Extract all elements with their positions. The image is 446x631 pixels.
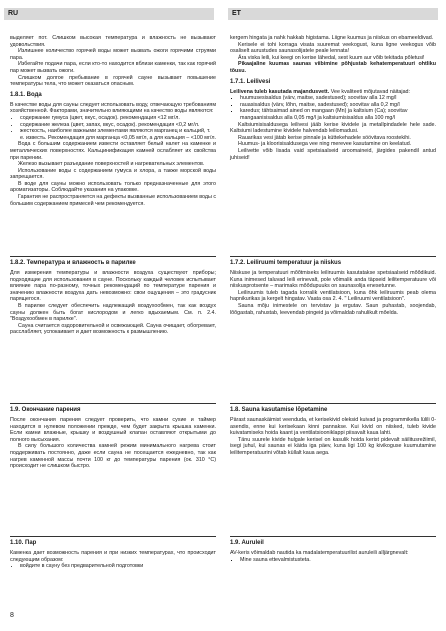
list-item: • войдите в сауну без предварительной подготовки bbox=[20, 563, 216, 570]
paragraph: Слишком долгое пребывание в горячей сауне вызывает повышение температуры тела, что может оказаться опасным. bbox=[10, 74, 216, 88]
paragraph: Leiliruumis tuleb tagada korralik ventilatsioon, kuna õhk leiliruumis peab olema hapnikurikas ja kergelt hingatav. Vaata osa 2. 4. " Leiliruumi ventilatsioon". bbox=[230, 289, 436, 303]
lead-text: Leilivena tuleb kasutada majandusvett. bbox=[230, 88, 330, 95]
et-section-172 bbox=[230, 256, 436, 316]
ru-column-top bbox=[10, 35, 216, 207]
warning-text: Pikaajaline kuumas saunas viibimine põhjustab kehatemperatuuri ohtliku tõusu. bbox=[230, 61, 436, 74]
paragraph: Вода с большим содержанием извести оставляет белый налет на каменке и металлических поверхностях. Кальцинификация камней ослабляет их свойства при парении. bbox=[10, 141, 216, 161]
page-number: 8 bbox=[10, 612, 14, 619]
paragraph: Железо вызывает разъедание поверхностей и нагревательных элементов. bbox=[18, 161, 205, 168]
bullet-list bbox=[10, 563, 216, 570]
language-tab-ru bbox=[4, 8, 214, 20]
paragraph: Каменка дает возможность парения и при низких температурах, что происходит следующим образом: bbox=[10, 550, 216, 563]
language-tab-et bbox=[228, 8, 438, 20]
section-heading: 1.9. Окончание парения bbox=[10, 407, 81, 413]
bullet-list bbox=[10, 115, 216, 141]
section-heading: 1.10. Пар bbox=[10, 540, 37, 546]
list-item: ▪ karedus; tähtsaimad ained on mangaan (Mn) ja kaltsium (Ca); soovitav mangaanisisaldus alla 0,05 mg/l ja kaltsiumisisaldus alla 100 mg/l bbox=[240, 108, 436, 121]
paragraph: Rauarikas vesi jätab kerise pinnale ja küttekehadele söövitava roostekihi. bbox=[238, 134, 411, 141]
et-section-18 bbox=[230, 403, 436, 457]
language-label-ru: RU bbox=[8, 10, 19, 17]
section-heading: 1.8. Sauna kasutamise lõpetamine bbox=[230, 407, 328, 413]
paragraph: Sauna mõju inimestele on tervistav ja ergutav. Saun puhastab, soojendab, lõõgastab, rahustab, leevendab pingeid ja võimaldab rahulikult mõelda. bbox=[230, 302, 436, 316]
paragraph: Излишнее количество горячей воды может вызвать ожоги горячими струями пара. bbox=[10, 48, 216, 61]
paragraph: Leilivette võib lisada vaid spetsiaalseid aroomaineid, järgides pakendil antud juhiseid! bbox=[230, 147, 436, 161]
list-item: • жесткость, наиболее важными элементами являются марганец и кальций, т. е. известь. Рекомендация для марганца <0,05 мг/л, а для кальция – <100 мг/л. bbox=[20, 128, 216, 141]
bullet-list bbox=[230, 557, 436, 564]
paragraph: Сауна считается оздоровительной и освежающей. Сауна очищает, обогревает, расслабляет, успокаивает и дает возможность к размышлению. bbox=[10, 322, 216, 336]
paragraph: В силу большого количества камней режим минимального нагрева стоит поддерживать постоянно, даже если сауна не посещается ежедневно, так как нагрев каменной массы почти 100 кг до температуры парения (ок. 310 °C) происходит не слишком быстро. bbox=[10, 443, 216, 470]
paragraph: Vee kvaliteeti mõjutavad näitajad: bbox=[330, 88, 411, 95]
paragraph: В качестве воды для сауны следует использовать воду, отвечающую требованиям хозяйственной. Факторами, значительно влияющими на качество воды являются: bbox=[10, 101, 216, 115]
bullet-list bbox=[230, 95, 436, 121]
list-item: ▪ huumusesisaldus (värv, maitse, sadestused); soovitav alla 12 mg/l bbox=[240, 95, 436, 102]
paragraph: Kerisele ei tohi korraga visata suuremat veekogust, kuna ligne veekogus võib osaliselt aurustudes saunasolijatele peale lennata! bbox=[230, 41, 436, 55]
paragraph: В воде для сауны можно использовать только предназначенные для этого ароматизаторы. Соблюдайте указания на упаковке. bbox=[10, 180, 216, 194]
language-label-et: ET bbox=[232, 10, 241, 17]
paragraph: После окончания парения следует проверить, что камни сухие и таймер находится в нулевом положении прежде, чем будет закрыта крышка каменки. Если камни влажные, крышку и воздушный клапан оставляют открытыми до полного высыхания. bbox=[10, 417, 216, 443]
paragraph: Избегайте подачи пара, если кто-то находится вблизи каменки, так как горячий пар может вызвать ожоги. bbox=[10, 61, 216, 74]
paragraph: Kaltsiumisisaldusega leilivesi jääb kerise kividele ja metallpindadele hele sade. Kaltsiumi ladestumine kividele halvendab leiliomadusi. bbox=[230, 121, 436, 135]
paragraph: Гарантия не распространяется на дефекты вызванные использованием воды с большим содержанием примесей чем рекомендуется. bbox=[10, 194, 216, 207]
section-heading: 1.8.2. Температура и влажность в парилке bbox=[10, 260, 136, 266]
paragraph: выделяет пот. Слишком высокая температура и влажность не вызывают удовольствия. bbox=[10, 35, 216, 48]
ru-section-19 bbox=[10, 403, 216, 470]
paragraph: kergem hingata ja nahk hakkab higistama. Liigne kuumus ja niiskus on ebameeldivad. bbox=[230, 35, 434, 41]
section-heading: 1.9. Auruleil bbox=[230, 540, 264, 546]
section-heading: 1.7.1. Leilivesi bbox=[230, 78, 271, 85]
paragraph: Huumus- ja kloorisisaldusega vee ning merevee kasutamine on keelatud. bbox=[238, 141, 412, 148]
ru-section-110 bbox=[10, 536, 216, 570]
list-item: ▪ rauasisaldus (värv, lõhn, maitse, sadestused); soovitav alla 0,2 mg/l bbox=[240, 102, 436, 109]
section-heading: 1.7.2. Leiliruumi temperatuur ja niiskus bbox=[230, 260, 342, 266]
list-item: ▪ Mine sauna ettevalmistusteta. bbox=[240, 557, 436, 564]
paragraph: Pärast saunaskäimist veenduda, et kerisekivid oleksid kuivad ja programmikella lülili 0- asendis, enne kui kerisekaan kinni pannakse. Kui kivid on niisked, tuleb kivide kuivatamiseks hoida kaant ja ventilatsiooniklappi piisavalt kaua lahti. bbox=[230, 417, 436, 437]
paragraph: Ära viska leili, kui keegi on kerise lähedal, sest kuum aur võib tekitada põletusi! bbox=[238, 54, 425, 61]
paragraph: Tänu suurele kivide hulgale kerisel on kasulik hoida kerist pidevalt säilitusrežiimil, isegi juhul, kui saunas ei käida iga päev, kuna ligi 100 kg kivikoguse kuumutamine leilitemperatuurini võtab küllalt kaua aega. bbox=[230, 436, 436, 456]
list-item: • содержание железа (цвет, запах, вкус, осадок). рекомендация <0,2 мг/л. bbox=[20, 122, 216, 129]
paragraph: Niiskuse ja temperatuuri mõõtmiseks leiliruumis kasutatakse spetsiaalseid mõõdikuid. Kuna inimesed taluvad leili erinevalt, pole võimalik anda täpseid leilitemperatuure või niiskusprotsente – marimaks mõõdupuuks on saunasolija enesetunne. bbox=[230, 270, 436, 290]
et-column-top bbox=[230, 35, 436, 161]
paragraph: Использование воды с содержанием гумуса и хлора, а также морской воды запрещается. bbox=[10, 167, 216, 181]
section-heading: 1.8.1. Вода bbox=[10, 91, 42, 98]
et-section-19 bbox=[230, 536, 436, 563]
paragraph: Для измерения температуры и влажности воздуха существуют приборы; подходящие для использования в сауне. Поскольку каждый человек испытывает влияние пара по-разному, точных рекомендаций по температуре парения и значению влажности воздуха дать невозможно: свои ощущения – это градусник парящегося. bbox=[10, 270, 216, 303]
ru-section-182 bbox=[10, 256, 216, 336]
list-item: • содержание гумуса (цвет, вкус, осадок). рекомендация <12 мг/л. bbox=[20, 115, 216, 122]
paragraph: В парилке следует обеспечить надлежащий воздухообмен, так как воздух сауны должен быть богат кислородом и легко вдыхаемым. См. п. 2.4. "Воздухообмен в парилке". bbox=[10, 302, 216, 323]
paragraph: AV-keris võimaldab nautida ka madalatemperatuurilist auruleili alljärgnevalt: bbox=[230, 550, 409, 556]
